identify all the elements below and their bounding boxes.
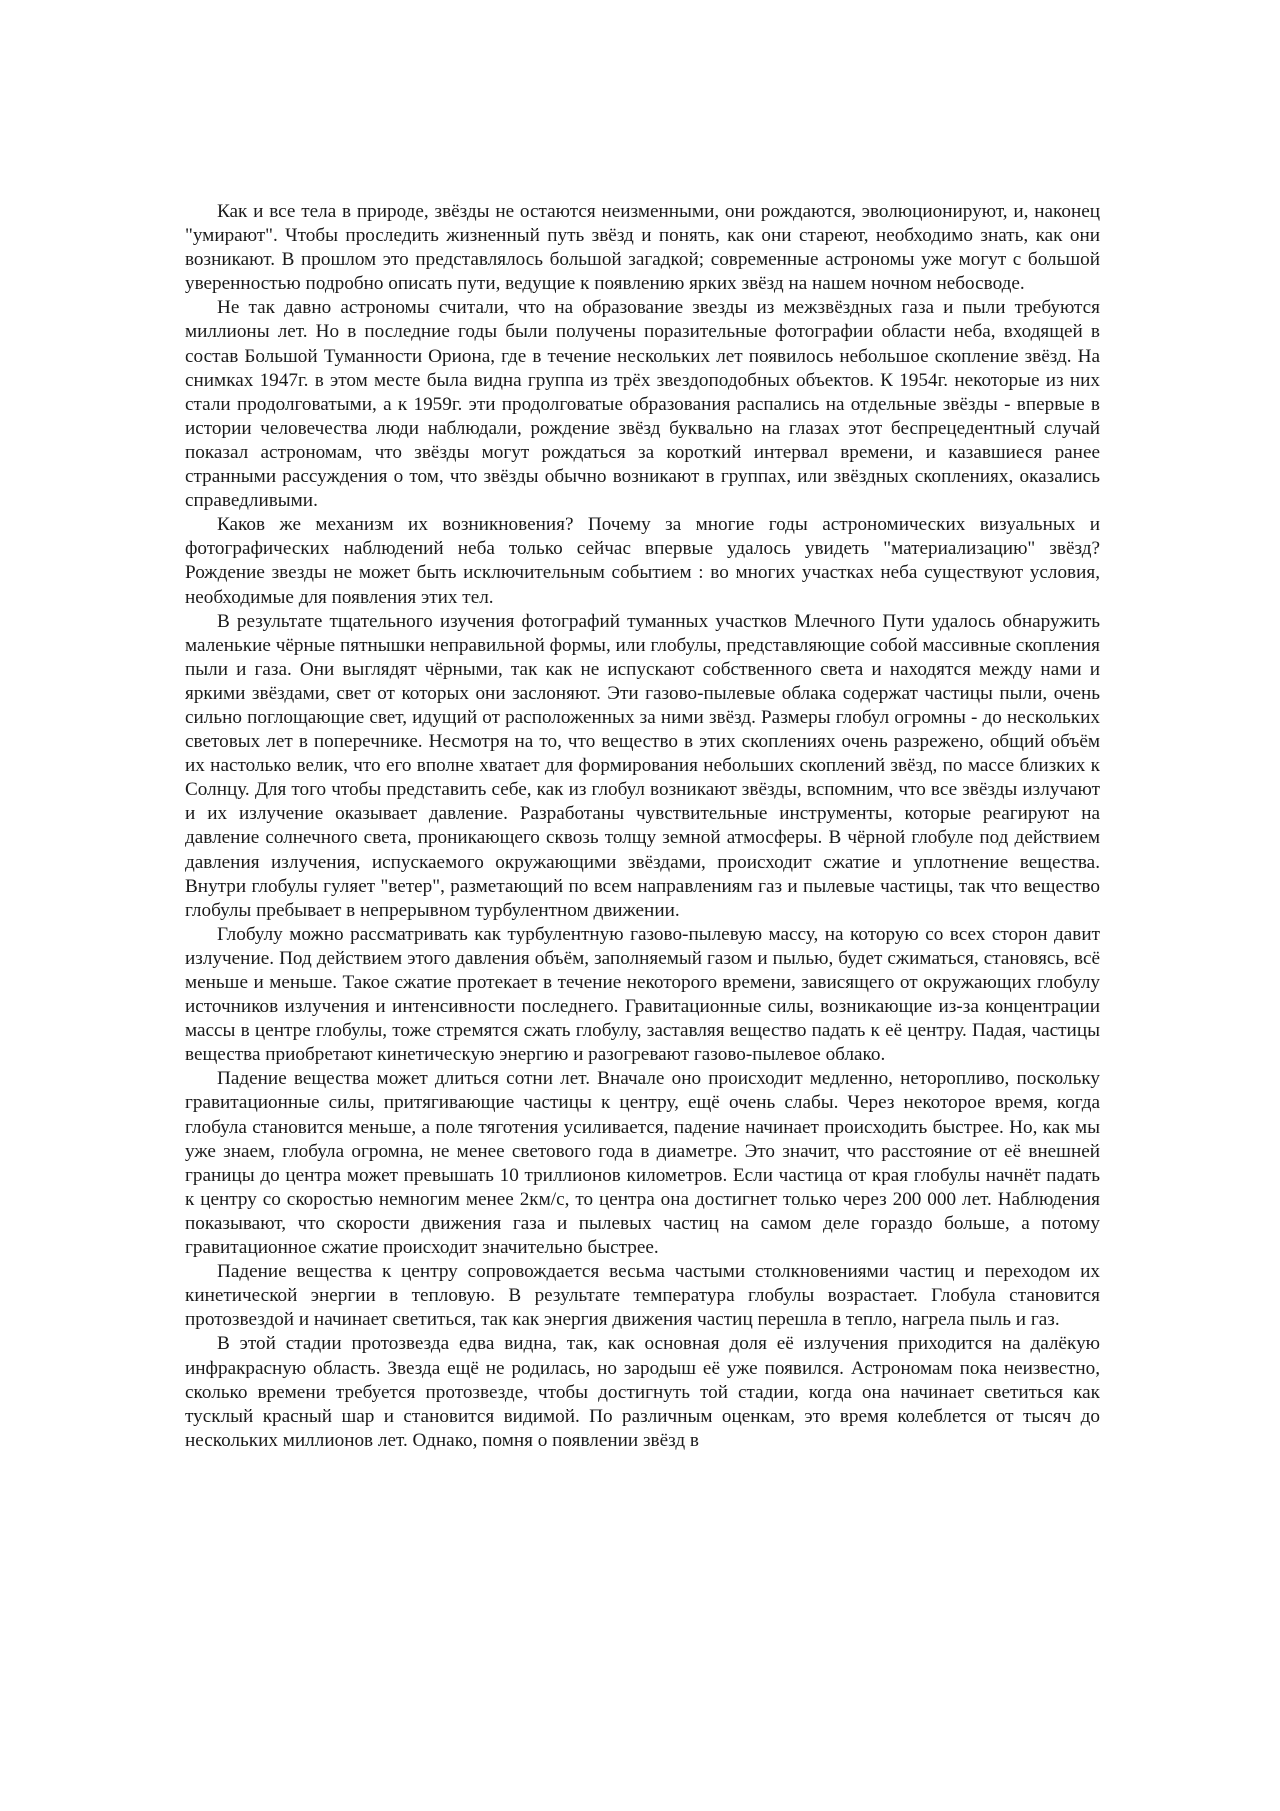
paragraph-7: Падение вещества к центру сопровождается весьма частыми столкновениями частиц и переходом их кинетической энергии в тепловую. В результате температура глобулы возрастает. Глобула становится протозвездой и начинает светиться, так как энергия движения частиц перешла в тепло, нагрела пыль и газ. <box>185 1261 1100 1331</box>
paragraph-3: Каков же механизм их возникновения? Почему за многие годы астрономических визуальных и фотографических наблюдений неба только сейчас впервые удалось увидеть "материализацию" звёзд? Рождение звезды не может быть исключительным событием : во многих участках неба существуют условия, необходимые для появления этих тел. <box>185 514 1100 608</box>
paragraph-1: Как и все тела в природе, звёзды не остаются неизменными, они рождаются, эволюционируют, и, наконец "умирают". Чтобы проследить жизненный путь звёзд и понять, как они стареют, необходимо знать, как они возникают. В прошлом это представлялось большой загадкой; современные астрономы уже могут с большой уверенностью подробно описать пути, ведущие к появлению ярких звёзд на нашем ночном небосводе. <box>185 201 1100 295</box>
paragraph-6: Падение вещества может длиться сотни лет. Вначале оно происходит медленно, неторопливо, поскольку гравитационные силы, притягивающие частицы к центру, ещё очень слабы. Через некоторое время, когда глобула становится меньше, а поле тяготения усиливается, падение начинает происходить быстрее. Но, как мы уже знаем, глобула огромна, не менее светового года в диаметре. Это значит, что расстояние от её внешней границы до центра может превышать 10 триллионов километров. Если частица от края глобулы начнёт падать к центру со скоростью немногим менее 2км/с, то центра она достигнет только через 200 000 лет. Наблюдения показывают, что скорости движения газа и пылевых частиц на самом деле гораздо больше, а потому гравитационное сжатие происходит значительно быстрее. <box>185 1068 1100 1259</box>
document-body <box>185 200 1100 1453</box>
paragraph-2: Не так давно астрономы считали, что на образование звезды из межзвёздных газа и пыли требуются миллионы лет. Но в последние годы были получены поразительные фотографии области неба, входящей в состав Большой Туманности Ориона, где в течение нескольких лет появилось небольшое скопление звёзд. На снимках 1947г. в этом месте была видна группа из трёх звездоподобных объектов. К 1954г. некоторые из них стали продолговатыми, а к 1959г. эти продолговатые образования распались на отдельные звёзды - впервые в истории человечества люди наблюдали, рождение звёзд буквально на глазах этот беспрецедентный случай показал астрономам, что звёзды могут рождаться за короткий интервал времени, и казавшиеся ранее странными рассуждения о том, что звёзды обычно возникают в группах, или звёздных скоплениях, оказались справедливыми. <box>185 297 1100 512</box>
paragraph-8: В этой стадии протозвезда едва видна, так, как основная доля её излучения приходится на далёкую инфракрасную область. Звезда ещё не родилась, но зародыш её уже появился. Астрономам пока неизвестно, сколько времени требуется протозвезде, чтобы достигнуть той стадии, когда она начинает светиться как тусклый красный шар и становится видимой. По различным оценкам, это время колеблется от тысяч до нескольких миллионов лет. Однако, помня о появлении звёзд в <box>185 1333 1100 1451</box>
paragraph-4: В результате тщательного изучения фотографий туманных участков Млечного Пути удалось обнаружить маленькие чёрные пятнышки неправильной формы, или глобулы, представляющие собой массивные скопления пыли и газа. Они выглядят чёрными, так как не испускают собственного света и находятся между нами и яркими звёздами, свет от которых они заслоняют. Эти газово-пылевые облака содержат частицы пыли, очень сильно поглощающие свет, идущий от расположенных за ними звёзд. Размеры глобул огромны - до нескольких световых лет в поперечнике. Несмотря на то, что вещество в этих скоплениях очень разрежено, общий объём их настолько велик, что его вполне хватает для формирования небольших скоплений звёзд, по массе близких к Солнцу. Для того чтобы представить себе, как из глобул возникают звёзды, вспомним, что все звёзды излучают и их излучение оказывает давление. Разработаны чувствительные инструменты, которые реагируют на давление солнечного света, проникающего сквозь толщу земной атмосферы. В чёрной глобуле под действием давления излучения, испускаемого окружающими звёздами, происходит сжатие и уплотнение вещества. Внутри глобулы гуляет "ветер", разметающий по всем направлениям газ и пылевые частицы, так что вещество глобулы пребывает в непрерывном турбулентном движении. <box>185 610 1100 921</box>
paragraph-5: Глобулу можно рассматривать как турбулентную газово-пылевую массу, на которую со всех сторон давит излучение. Под действием этого давления объём, заполняемый газом и пылью, будет сжиматься, становясь, всё меньше и меньше. Такое сжатие протекает в течение некоторого времени, зависящего от окружающих глобулу источников излучения и интенсивности последнего. Гравитационные силы, возникающие из-за концентрации массы в центре глобулы, тоже стремятся сжать глобулу, заставляя вещество падать к её центру. Падая, частицы вещества приобретают кинетическую энергию и разогревают газово-пылевое облако. <box>185 923 1100 1066</box>
